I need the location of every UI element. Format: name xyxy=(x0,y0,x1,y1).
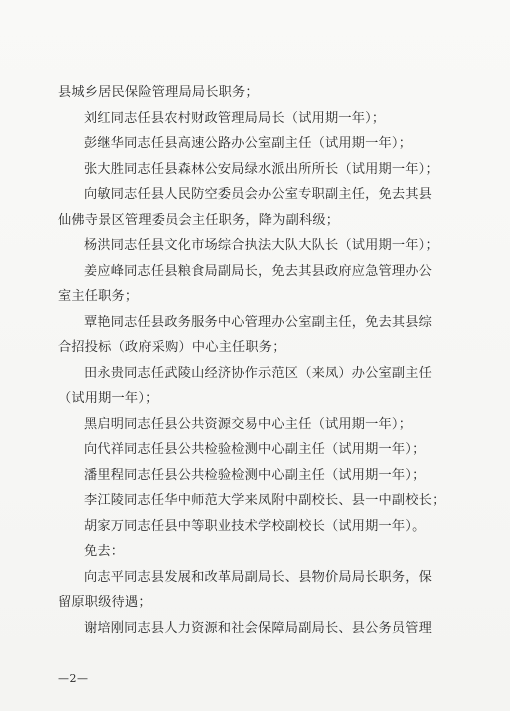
text-line: 免去： xyxy=(84,544,125,559)
text-line: 刘红同志任县农村财政管理局局长（试用期一年）； xyxy=(84,110,386,126)
text-line: （试用期一年）； xyxy=(58,391,159,406)
text-line: 李江陵同志任华中师范大学来凤附中副校长、县一中副校长； xyxy=(84,493,446,508)
page-number: —2— xyxy=(58,672,89,685)
text-line: 合招投标（政府采购）中心主任职务； xyxy=(58,340,286,355)
text-line: 县城乡居民保险管理局局长职务； xyxy=(58,85,259,100)
text-line: 彭继华同志任县高速公路办公室副主任（试用期一年）； xyxy=(84,136,413,151)
text-line: 姜应峰同志任县粮食局副局长，免去其县政府应急管理办公 xyxy=(84,263,433,279)
text-line: 室主任职务； xyxy=(58,289,139,304)
text-line: 留原职级待遇； xyxy=(58,595,152,610)
text-line: 潘里程同志任县公共检验检测中心副主任（试用期一年）； xyxy=(84,467,426,483)
text-line: 覃艳同志任县政务服务中心管理办公室副主任，免去其县综 xyxy=(84,314,433,330)
text-line: 张大胜同志任县森林公安局绿水派出所所长（试用期一年）； xyxy=(84,161,439,177)
text-line: 谢培刚同志县人力资源和社会保障局副局长、县公务员管理 xyxy=(84,620,433,636)
text-line: 田永贵同志任武陵山经济协作示范区（来凤）办公室副主任 xyxy=(84,365,433,381)
text-line: 向志平同志县发展和改革局副局长、县物价局局长职务，保 xyxy=(84,569,433,585)
document-body xyxy=(58,80,452,641)
text-line: 向敏同志任县人民防空委员会办公室专职副主任，免去其县 xyxy=(84,187,433,202)
text-line: 杨洪同志任县文化市场综合执法大队大队长（试用期一年）； xyxy=(84,238,439,253)
text-line: 向代祥同志任县公共检验检测中心副主任（试用期一年）； xyxy=(84,442,426,457)
text-line: 黑启明同志任县公共资源交易中心主任（试用期一年）； xyxy=(84,416,413,432)
text-line: 仙佛寺景区管理委员会主任职务，降为副科级； xyxy=(58,212,340,228)
text-line: 胡家万同志任县中等职业技术学校副校长（试用期一年）。 xyxy=(84,518,426,534)
